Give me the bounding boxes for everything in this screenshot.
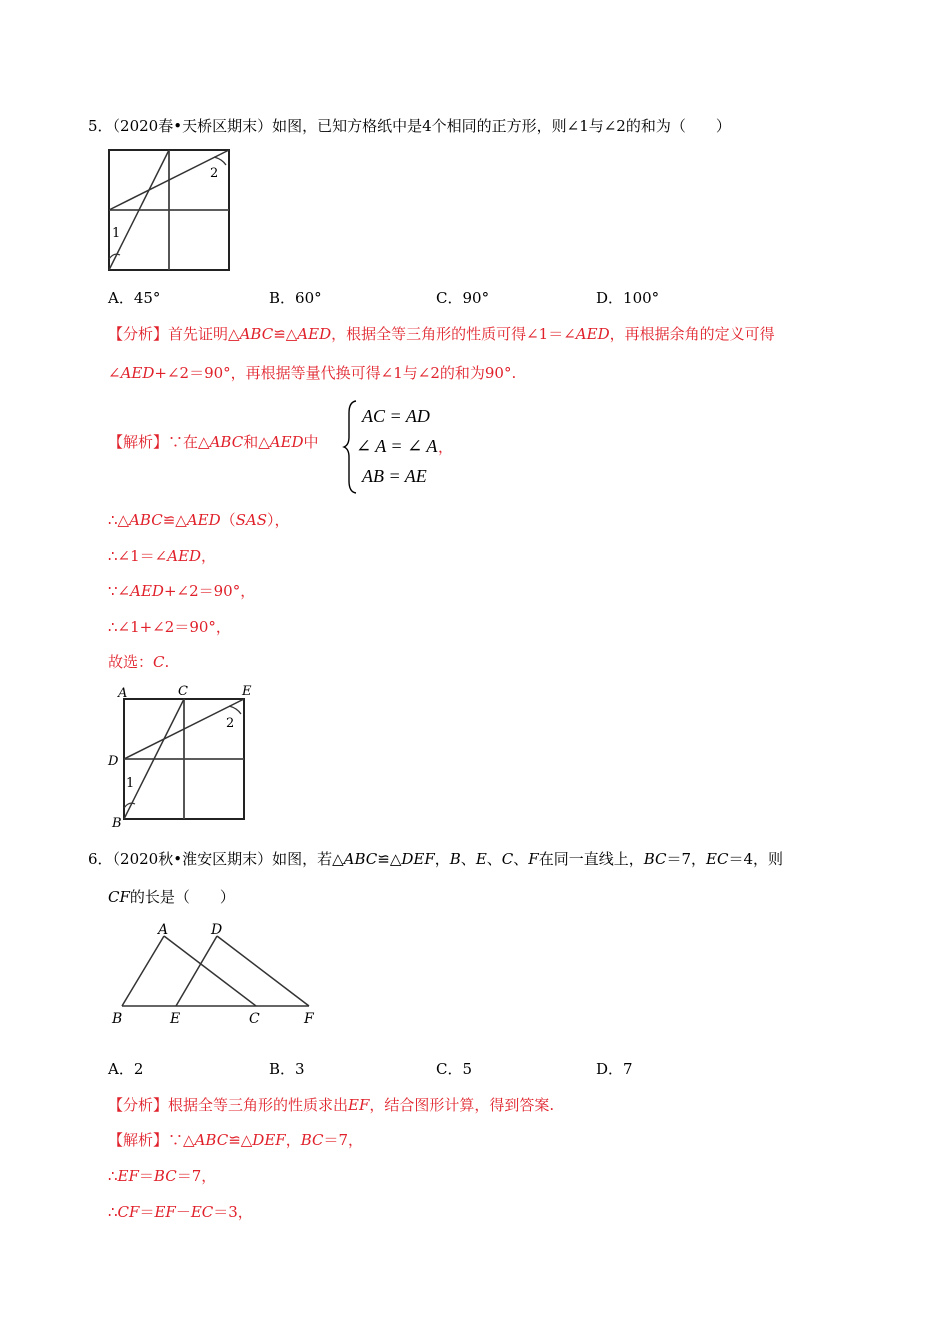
q5-step-2: ∴∠1＝∠AED，: [108, 547, 217, 565]
q5-source: （2020春•天桥区期末）: [112, 117, 273, 135]
q6-step-1: ∴EF＝BC＝7，: [108, 1167, 217, 1185]
q5-fig-label-2: 2: [210, 166, 219, 181]
q6-solution-tag: 【解析】: [108, 1131, 169, 1149]
q6-option-b[interactable]: B．3: [269, 1060, 305, 1078]
system-row-2: ∠ A = ∠ A: [356, 436, 438, 456]
q6-option-d[interactable]: D．7: [596, 1060, 633, 1078]
q5-answer: 故选：C.: [108, 653, 170, 671]
q6-triangles-figure: [104, 918, 324, 1030]
fig2-label-b: B: [112, 816, 122, 830]
q6-analysis: 【分析】根据全等三角形的性质求出EF，结合图形计算，得到答案.: [108, 1096, 555, 1114]
q6-fig-label-d: D: [211, 922, 223, 938]
q5-option-c[interactable]: C．90°: [436, 289, 490, 307]
q6-stem-line-1: 6．（2020秋•淮安区期末）如图，若△ABC≌△DEF，B、E、C、F在同一直线上，BC＝7，EC＝4，则: [88, 850, 784, 868]
q5-text: 如图，已知方格纸中是4个相同的正方形，则∠1与∠2的和为（ ）: [272, 117, 731, 135]
q6-source: （2020秋•淮安区期末）: [112, 850, 273, 868]
q5-analysis-line-2: ∠AED+∠2＝90°，再根据等量代换可得∠1与∠2的和为90°.: [108, 364, 517, 382]
q5-solution-line-1: 【解析】∵在△ABC和△AED中: [108, 433, 319, 451]
fig2-label-e: E: [242, 684, 252, 699]
q6-stem-line-2: CF的长是（ ）: [108, 888, 235, 906]
q5-labeled-figure: [104, 680, 264, 830]
fig2-label-2: 2: [226, 716, 235, 731]
q5-option-a[interactable]: A．45°: [108, 289, 161, 307]
q5-solution-tag: 【解析】: [108, 433, 169, 451]
q5-stem: [88, 115, 731, 137]
q6-option-c[interactable]: C．5: [436, 1060, 473, 1078]
q6-fig-label-e: E: [170, 1011, 181, 1027]
q5-step-4: ∴∠1+∠2＝90°，: [108, 618, 231, 636]
q5-step-3: ∵∠AED+∠2＝90°，: [108, 582, 256, 600]
system-row-1: AC = AD: [362, 406, 430, 426]
q6-solution-line-1: 【解析】∵△ABC≌△DEF，BC＝7，: [108, 1131, 364, 1149]
q6-fig-label-c: C: [249, 1011, 260, 1027]
q5-step-1: ∴△ABC≌△AED（SAS），: [108, 511, 290, 529]
fig2-label-d: D: [108, 754, 119, 769]
fig2-label-1: 1: [126, 776, 135, 791]
q5-fig-label-1: 1: [112, 226, 121, 241]
q6-fig-label-a: A: [158, 922, 169, 938]
q6-analysis-tag: 【分析】: [108, 1096, 169, 1114]
q6-fig-label-b: B: [112, 1011, 123, 1027]
fig2-label-c: C: [178, 684, 188, 699]
q5-analysis-tag: 【分析】: [108, 325, 169, 343]
q5-grid-figure: [106, 147, 232, 273]
q6-fig-label-f: F: [304, 1011, 314, 1027]
q5-analysis-line-1: 【分析】首先证明△ABC≌△AED，根据全等三角形的性质可得∠1＝∠AED，再根据余角的定义可得: [108, 325, 775, 343]
q6-step-2: ∴CF＝EF－EC＝3，: [108, 1203, 253, 1221]
system-comma: ，: [438, 438, 454, 456]
q5-option-d[interactable]: D．100°: [596, 289, 660, 307]
q5-option-b[interactable]: B．60°: [269, 289, 322, 307]
q5-number: 5．: [88, 117, 113, 135]
fig2-label-a: A: [118, 686, 128, 701]
system-row-3: AB = AE: [362, 466, 427, 486]
q6-number: 6．: [88, 850, 113, 868]
q6-option-a[interactable]: A．2: [108, 1060, 144, 1078]
